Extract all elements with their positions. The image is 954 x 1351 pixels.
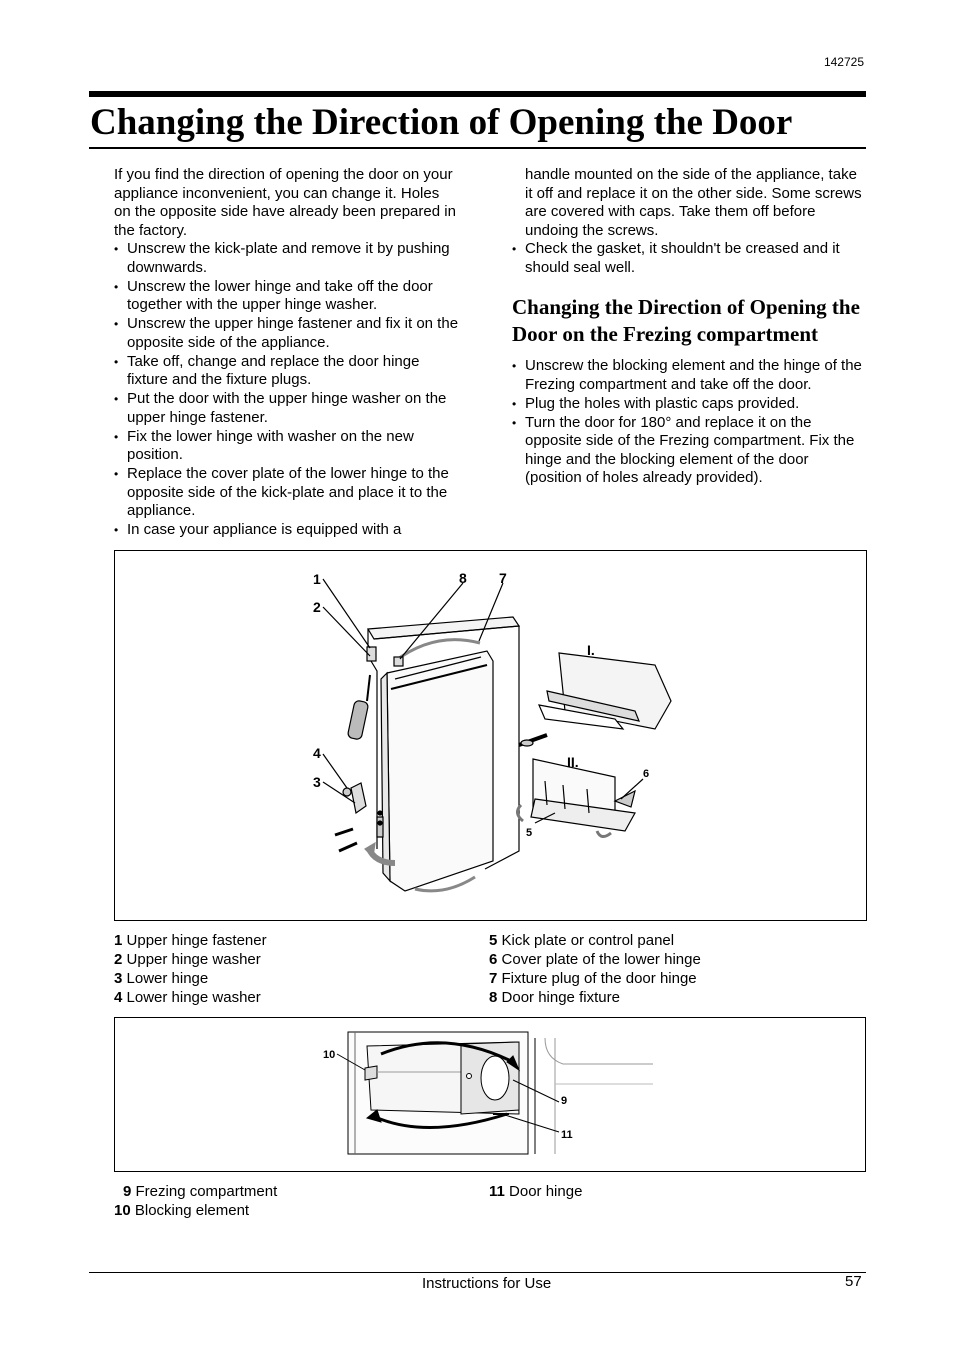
door-reversal-figure bbox=[114, 550, 867, 921]
callout-label: 5 bbox=[526, 827, 533, 839]
legend-item: 7 Fixture plug of the door hinge bbox=[489, 970, 697, 987]
callout-label: 3 bbox=[313, 774, 321, 790]
callout-label: 11 bbox=[561, 1129, 573, 1141]
page-number: 57 bbox=[845, 1273, 862, 1290]
page-title: Changing the Direction of Opening the Door bbox=[90, 102, 793, 143]
legend-item: 9 Frezing compartment bbox=[123, 1183, 278, 1200]
callout-label: 1 bbox=[313, 571, 321, 587]
legend-item: 4 Lower hinge washer bbox=[114, 989, 261, 1006]
callout-label: 8 bbox=[459, 570, 467, 586]
footer-rule bbox=[89, 1272, 866, 1273]
document-id: 142725 bbox=[823, 55, 864, 69]
callout-label: 7 bbox=[499, 570, 507, 586]
title-rule-bottom bbox=[89, 147, 866, 149]
left-column bbox=[114, 166, 459, 540]
steps-list-continued bbox=[512, 240, 864, 277]
legend-item: 5 Kick plate or control panel bbox=[489, 932, 675, 949]
sub-step-item: • Unscrew the blocking element and the hinge of the Frezing compartment and take off the door. bbox=[512, 357, 864, 394]
step-item: • Unscrew the lower hinge and take off the door together with the upper hinge washer. bbox=[114, 278, 459, 315]
callout-label: 2 bbox=[313, 599, 321, 615]
sub-step-item: • Plug the holes with plastic caps provided. bbox=[512, 395, 864, 414]
legend-item: 1 Upper hinge fastener bbox=[114, 932, 267, 949]
step-item: • Unscrew the upper hinge fastener and fix it on the opposite side of the appliance. bbox=[114, 315, 459, 352]
legend-item: 2 Upper hinge washer bbox=[114, 951, 261, 968]
sub-step-item: • Turn the door for 180° and replace it on the opposite side of the Frezing compartment. Fix the hinge and the blocking element of the door (position of holes already provided). bbox=[512, 414, 864, 488]
callout-label: 6 bbox=[643, 768, 650, 780]
step-item: • Fix the lower hinge with washer on the new position. bbox=[114, 428, 459, 465]
figure2-legend-right bbox=[489, 1182, 582, 1201]
step-item: • Replace the cover plate of the lower hinge to the opposite side of the kick-plate and place it to the appliance. bbox=[114, 465, 459, 521]
step-item: • In case your appliance is equipped with a bbox=[114, 521, 459, 540]
step-item: • Take off, change and replace the door hinge fixture and the fixture plugs. bbox=[114, 353, 459, 390]
figure1-legend-left bbox=[114, 931, 267, 1007]
legend-item: 6 Cover plate of the lower hinge bbox=[489, 951, 701, 968]
legend-item: 11 Door hinge bbox=[489, 1183, 583, 1200]
legend-item: 8 Door hinge fixture bbox=[489, 989, 620, 1006]
door-reversal-illustration bbox=[115, 551, 866, 920]
callout-label: I. bbox=[587, 642, 595, 658]
intro-paragraph: If you find the direction of opening the door on your appliance inconvenient, you can change it. Holes on the opposite side have already been prepared in the factory. bbox=[114, 166, 456, 239]
freezer-door-illustration bbox=[115, 1018, 865, 1171]
footer-label: Instructions for Use bbox=[422, 1275, 552, 1292]
legend-item: 3 Lower hinge bbox=[114, 970, 209, 987]
title-rule-top bbox=[89, 91, 866, 97]
step-continuation: handle mounted on the side of the appliance, take it off and replace it on the other side. Some screws are covered with caps. Take them off before undoing the screws. bbox=[525, 166, 862, 239]
section-subheading: Changing the Direction of Opening the Door on the Frezing compartment bbox=[512, 295, 860, 346]
right-column bbox=[512, 166, 864, 488]
callout-label: 9 bbox=[561, 1095, 568, 1107]
freezer-door-figure bbox=[114, 1017, 866, 1172]
step-item: • Check the gasket, it shouldn't be creased and it should seal well. bbox=[512, 240, 864, 277]
callout-label: 4 bbox=[313, 745, 321, 761]
steps-list bbox=[114, 240, 459, 540]
legend-item: 10 Blocking element bbox=[114, 1202, 250, 1219]
callout-label: II. bbox=[567, 754, 579, 770]
step-item: • Put the door with the upper hinge washer on the upper hinge fastener. bbox=[114, 390, 459, 427]
step-item: • Unscrew the kick-plate and remove it by pushing downwards. bbox=[114, 240, 459, 277]
figure1-legend-right bbox=[489, 931, 701, 1007]
sub-steps-list bbox=[512, 357, 864, 488]
figure2-legend-left bbox=[114, 1182, 277, 1220]
callout-label: 10 bbox=[323, 1049, 336, 1061]
